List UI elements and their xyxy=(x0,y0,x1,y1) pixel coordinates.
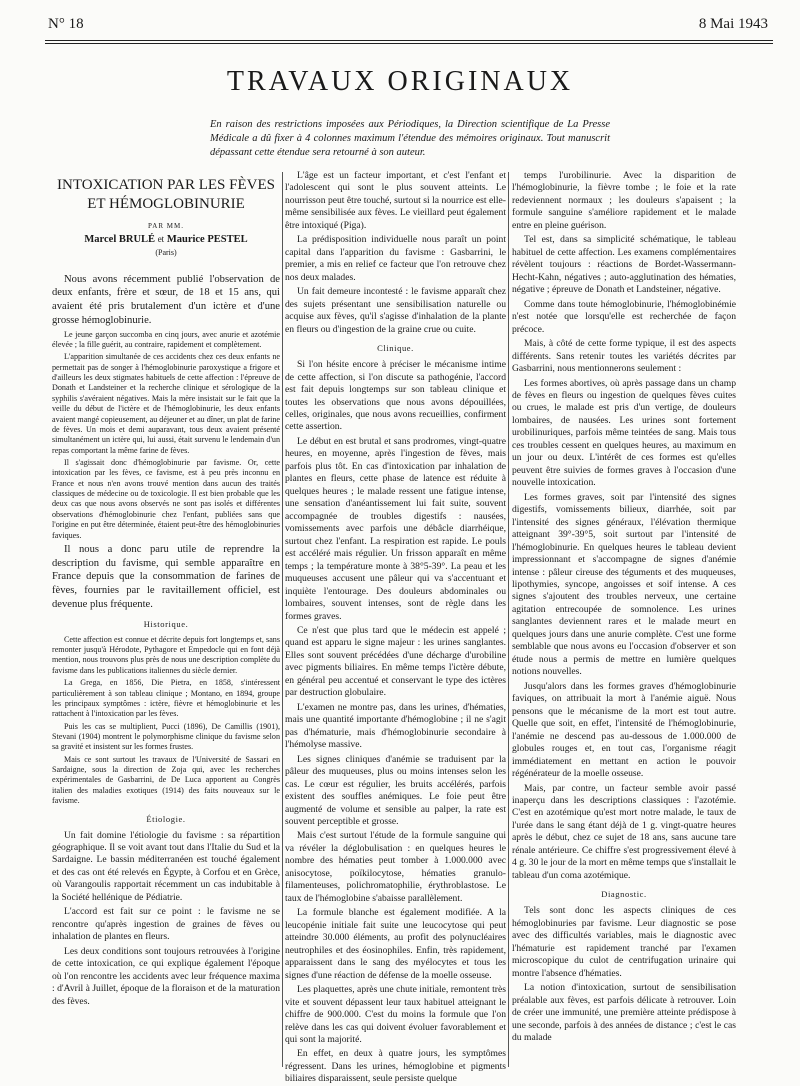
paragraph: Mais c'est surtout l'étude de la formule sanguine qui va révéler la déglobulisation : en quelques heures le nombre des hématies peut tomber à 1.000.000 avec anisocytose, poïkilocytose, hématies granulo-filamenteuses, polichromatophilie, érythroblastose. Le taux de l'hémoglobine s'abaisse parallèlement. xyxy=(285,830,506,904)
issue-number: N° 18 xyxy=(48,16,84,32)
paragraph: Les plaquettes, après une chute initiale, remontent très vite et souvent dépassent leur taux habituel atteignant le chiffre de 900.000. C'est du moins la formule que l'on relève dans les cas qui doivent évoluer favorablement et qui sont la majorité. xyxy=(285,984,506,1045)
paragraph: Jusqu'alors dans les formes graves d'hémoglobinurie faviques, on attribuait la mort à l'anémie aiguë. Nous pensons que le mécanisme de la mort est tout autre. Quelle que soit, en effet, l'intensité de l'hémoglobinurie, l'anémie ne descend pas au-dessous de 1.000.000 de globules rouges et, en tout cas, l'organisme réagit immédiatement en mettant en action le pouvoir régénérateur de la moelle osseuse. xyxy=(512,680,736,780)
column-2 xyxy=(285,170,506,1085)
section-heading: Historique. xyxy=(143,618,189,629)
author-location: (Paris) xyxy=(155,248,177,258)
paragraph: Les signes cliniques d'anémie se traduisent par la pâleur des muqueuses, plus ou moins intenses selon les cas. Le cœur est régulier, les bruits accélérés, parfois existent des souffles anémiques. Le foie peut être augmenté de volume et sensible au palper, la rate est souvent perceptible et grosse. xyxy=(285,753,506,828)
paragraph: Ce n'est que plus tard que le médecin est appelé ; quand est apparu le signe majeur : les urines sanglantes. Elles sont souvent précédées d'une décharge d'urobiline avec pigments biliaires. En même temps l'ictère débute, en général peu accentué et conservant le type des ictères par destruction globulaire. xyxy=(285,624,506,699)
paragraph: La prédisposition individuelle nous paraît un point capital dans l'apparition du favisme : Gasbarrini, le premier, a mis en relief ce facteur que l'on retrouve chez nos deux malades. xyxy=(285,234,506,283)
issue-date: 8 Mai 1943 xyxy=(698,16,768,32)
header-rule-thin xyxy=(45,43,773,44)
paragraph: Comme dans toute hémoglobinurie, l'hémoglobinémie n'est notée que lorsqu'elle est recherchée de façon précoce. xyxy=(512,298,736,335)
author-name: Maurice PESTEL xyxy=(166,233,248,245)
editorial-notice: En raison des restrictions imposées aux Périodiques, la Direction scientifique de La Presse Médicale a dû fixer à 4 colonnes maximum l'étendue des mémoires originaux. Tout manuscrit dépassant cette étendue sera retourné à son auteur. xyxy=(210,119,610,159)
paragraph: Il nous a donc paru utile de reprendre la description du favisme, qui semble apparaître en France depuis que la consommation de farines de fèves, fournies par le ravitaillement officiel, est devenue plus fréquente. xyxy=(52,543,280,610)
article-title-line: INTOXICATION PAR LES FÈVES xyxy=(57,177,275,193)
paragraph: Le jeune garçon succomba en cinq jours, avec anurie et azotémie élevée ; la fille guérit, au contraire, rapidement et complètement. xyxy=(52,329,280,350)
paragraph: Tel est, dans sa simplicité schématique, le tableau habituel de cette affection. Les examens complémentaires révèlent toujours : réactions de Bordet-Wassermann-Hecht-Kahn, négatives ; auto-agglutination des hématies, négative ; épreuve de Donath et Landsteiner, négative. xyxy=(512,234,736,296)
paragraph: Un fait demeure incontesté : le favisme apparaît chez des sujets présentant une sensibilisation naturelle ou acquise aux fèves, qu'il s'agisse d'inhalation de la plante en fleurs ou d'ingestion de la graine crue ou cuite. xyxy=(285,286,506,335)
section-heading: Étiologie. xyxy=(146,813,186,824)
paragraph: La Grega, en 1856, Die Pietra, en 1858, s'intéressent particulièrement à son tableau clinique ; Montano, en 1894, groupe les principaux symptômes : ictère, fièvre et hémoglobinurie et les rattachent à l'intoxication par les fèves. xyxy=(52,678,280,719)
paragraph: Un fait domine l'étiologie du favisme : sa répartition géographique. Il se voit avant tout dans l'Italie du Sud et la Sardaigne. Le bassin méditerranéen est touché également et des cas ont été relevés en Égypte, à Corfou et en Grèce, où Varangoulis rapportait récemment un cas indubitable à la Société hellénique de Pédiatrie. xyxy=(52,829,280,903)
paragraph: Il s'agissait donc d'hémoglobinurie par favisme. Or, cette intoxication par les fèves, ce favisme, est à peu près inconnu en France et nous n'en avons trouvé mention dans aucun des traités classiques de médecine ou de toxicologie. Il est bien probable que les deux cas que nous avons observés ne sont pas isolés et différentes observations d'hémoglobinurie chez l'enfant, publiées sans que l'origine en put être déterminée, étaient peut-être des hémoglobinuries faviques. xyxy=(52,458,280,540)
paragraph: Le début en est brutal et sans prodromes, vingt-quatre heures, en moyenne, après l'ingestion de fèves, mais parfois plus tôt. En cas d'intoxication par inhalation de plantes en fleurs, cette phase de latence est réduite à quelques heures ; le malade ressent une fatigue intense, une sensation d'anéantissement lui fait suite, souvent accompagnée de troubles digestifs : nausées, vomissements avec parfois une débâcle diarrhéique, surtout chez l'enfant. La respiration est rapide. Le pouls est accéléré mais régulier. Un frisson apparaît en même temps ; la température monte à 38°5-39°. La peau et les muqueuses accusent une pâleur qui va s'accentuant et inquiète l'entourage. Des douleurs abdominales ou lombaires, souvent intenses, sont de règle dans les formes graves. xyxy=(285,435,506,622)
paragraph: La notion d'intoxication, surtout de sensibilisation préalable aux fèves, est parfois délicate à retrouver. Loin de créer une immunité, une première atteinte prédispose à une seconde, parfois à des années de distance ; c'est le cas du malade xyxy=(512,982,736,1043)
paragraph: La formule blanche est également modifiée. A la leucopénie initiale fait suite une leucocytose qui peut atteindre 30.000 éléments, au profit des polynucléaires neutrophiles et des éosinophiles. Enfin, très rapidement, apparaissent dans le sang des myélocytes et tous les signes d'une réaction de défense de la moelle osseuse. xyxy=(285,907,506,981)
column-1 xyxy=(52,170,280,1070)
paragraph: Tels sont donc les aspects cliniques de ces hémoglobinuries par favisme. Leur diagnostic se pose avec des difficultés variables, mais le diagnostic avec l'hématurie est rapidement tranché par l'examen microscopique du culot de centrifugation urinaire qui montre l'absence d'hématies. xyxy=(512,905,736,979)
paragraph: Puis les cas se multiplient, Pucci (1896), De Camillis (1901), Stevani (1904) montrent le polymorphisme clinique du favisme selon sa gravité et insistent sur les formes frustes. xyxy=(52,721,280,752)
column-divider xyxy=(282,172,283,1067)
paragraph: Nous avons récemment publié l'observation de deux enfants, frère et sœur, de 18 et 15 ans, qui avaient été pris brutalement d'un ictère et d'une grosse hémoglobinurie. xyxy=(52,273,280,326)
column-3 xyxy=(512,170,736,1070)
header-rule xyxy=(45,40,773,41)
column-divider xyxy=(508,172,509,1067)
paragraph: Mais, à côté de cette forme typique, il est des aspects différents. Sans retenir toutes les variétés décrites par Gasbarrini, nous mentionnerons seulement : xyxy=(512,338,736,375)
section-heading: Diagnostic. xyxy=(601,889,647,900)
paragraph: Mais ce sont surtout les travaux de l'Université de Sassari en Sardaigne, sous la direction de Zoja qui, avec les recherches expérimentales de Gasbarrini, de De Luca apportent au Congrès italien des maladies exotiques (1914) des faits nouveaux sur le favisme. xyxy=(52,754,280,806)
page-header xyxy=(48,16,768,38)
authors xyxy=(52,233,280,247)
article-title xyxy=(52,176,280,214)
article-title-line: ET HÉMOGLOBINURIE xyxy=(87,195,245,212)
author-name: Marcel BRULÉ xyxy=(84,233,156,245)
paragraph: En effet, en deux à quatre jours, les symptômes régressent. Dans les urines, hémoglobine et pigments biliaires disparaissent, seule persiste quelque xyxy=(285,1048,506,1085)
section-heading: Clinique. xyxy=(377,343,414,354)
author-separator: et xyxy=(157,233,165,244)
paragraph: Les formes graves, soit par l'intensité des signes digestifs, vomissements bilieux, diarrhée, soit par l'intensité des signes généraux, l'élévation thermique atteignant 39°-39°5, soit surtout par l'intensité de l'hémoglobinurie. En quelques heures le tableau devient impressionnant et s'accompagne de signes d'anémie intense : pâleur cireuse des téguments et des muqueuses, lipothymies, syncope, angoisses et soif intense. A ces signes s'ajoutent des troubles nerveux, une certaine agitation entrecoupée de somnolence. Les urines sanglantes deviennent rares et le malade meurt en quelques jours dans une anurie complète. C'est une forme semblable que nous avons eu l'occasion d'observer et son étude nous a permis de mettre en lumière quelques notions nouvelles. xyxy=(512,491,736,678)
paragraph: L'âge est un facteur important, et c'est l'enfant et l'adolescent qui sont le plus souvent atteints. Le nourrisson peut être touché, surtout si la nourrice est elle-même sensibilisée aux fèves. Le vieillard peut également être intoxiqué (Piga). xyxy=(285,170,506,231)
byline-par: PAR MM. xyxy=(148,221,184,230)
paragraph: Si l'on hésite encore à préciser le mécanisme intime de cette affection, si l'on discute sa pathogénie, l'accord est fait depuis longtemps sur son tableau clinique et toutes les observations que nous avons dépouillées, celles, originales, que nous avons recueillies, confirment cette assertion. xyxy=(285,359,506,433)
section-title: TRAVAUX ORIGINAUX xyxy=(226,66,574,97)
paragraph: L'apparition simultanée de ces accidents chez ces deux enfants ne permettait pas de songer à l'hémoglobinurie paroxystique a frigore et d'ailleurs les deux stigmates habituels de cette affection : l'épreuve de Donath et Landsteiner et la recherche clinique et sérologique de la syphilis s'avéraient négatives. Mais la mère insistait sur le fait que la veille du début de l'ictère et de l'hémoglobinurie, les deux enfants avaient mangé copieusement, au déjeuner et au dîner, un plat de farine de fèves. Un mois et demi auparavant, tous deux avaient présenté simultanément un ictère qui, lui aussi, était survenu le lendemain d'un repas comportant la même farine de fèves. xyxy=(52,352,280,455)
paragraph: Cette affection est connue et décrite depuis fort longtemps et, sans remonter jusqu'à Hérodote, Pythagore et Empedocle qui en font déjà mention, nous trouvons plus près de nous une description complète du favisme dans les publications italiennes du siècle dernier. xyxy=(52,634,280,675)
paragraph: Mais, par contre, un facteur semble avoir passé inaperçu dans les descriptions classiques : l'azotémie. C'est en azotémique qu'est mort notre malade, le taux de l'urée dans le sang étant déjà de 1 g. vingt-quatre heures après le début, chez ce sujet de 18 ans, sans aucune tare rénale antérieure. Ce chiffre s'est progressivement élevé à 4 g. 30 le jour de la mort en même temps que s'installait le tableau d'un coma azotémique. xyxy=(512,782,736,881)
paragraph: Les deux conditions sont toujours retrouvées à l'origine de cette intoxication, ce qui explique également l'époque où l'on rencontre les accidents avec leur fréquence maxima : d'Avril à Juillet, époque de la floraison et de la maturation des fèves. xyxy=(52,945,280,1007)
paragraph: Les formes abortives, où après passage dans un champ de fèves en fleurs ou ingestion de quelques fèves cuites ou crues, le malade est pris d'un vertige, de douleurs lombaires, de nausées. Les urines sont fortement urobilinuriques, parfois même teintées de sang. Mais tous ces troubles cessent en quelques heures, au maximum en un jour ou deux. L'intérêt de ces formes est qu'elles peuvent être suivies de formes graves à l'occasion d'une nouvelle intoxication. xyxy=(512,377,736,489)
paragraph: temps l'urobilinurie. Avec la disparition de l'hémoglobinurie, la fièvre tombe ; le foie et la rate redeviennent normaux ; les douleurs s'apaisent ; la formule sanguine s'améliore rapidement et le malade entre en pleine guérison. xyxy=(512,170,736,231)
paragraph: L'examen ne montre pas, dans les urines, d'hématies, mais une quantité importante d'hémoglobine ; il ne s'agit pas d'hématurie, mais d'hémoglobinurie secondaire à l'hémolyse massive. xyxy=(285,701,506,751)
paragraph: L'accord est fait sur ce point : le favisme ne se rencontre qu'après ingestion de graines de fèves ou inhalation de plantes en fleurs. xyxy=(52,906,280,943)
